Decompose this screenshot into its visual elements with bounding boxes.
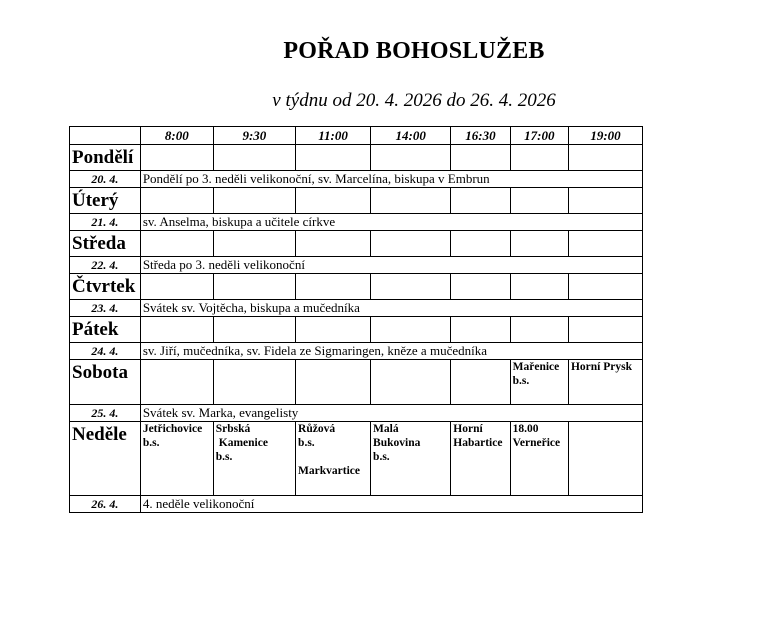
slot-cell-1630 <box>451 422 510 496</box>
day-name: Středa <box>70 231 141 257</box>
day-date: 25. 4. <box>70 405 141 422</box>
slot-cell <box>451 317 510 343</box>
slot-cell <box>371 317 451 343</box>
slot-note: b.s. <box>512 375 530 387</box>
slot-cell <box>451 274 510 300</box>
slot-cell <box>568 188 642 214</box>
slot-place: Malá <box>373 423 399 435</box>
day-row <box>70 188 643 214</box>
day-date: 20. 4. <box>70 171 141 188</box>
slot-cell-0930 <box>213 422 295 496</box>
slot-cell <box>213 274 295 300</box>
slot-cell <box>510 231 568 257</box>
corner-cell <box>70 127 141 145</box>
slot-place: Horní <box>453 423 483 435</box>
time-header-row <box>70 127 643 145</box>
slot-cell <box>213 317 295 343</box>
slot-cell <box>371 231 451 257</box>
day-row <box>70 360 643 405</box>
time-header: 8:00 <box>140 127 213 145</box>
slot-cell <box>510 274 568 300</box>
slot-place: Srbská <box>215 423 251 435</box>
time-header: 19:00 <box>568 127 642 145</box>
feast-text: Pondělí po 3. neděli velikonoční, sv. Marcelína, biskupa v Embrun <box>140 171 642 188</box>
slot-cell <box>371 274 451 300</box>
time-header: 11:00 <box>296 127 371 145</box>
slot-cell <box>140 317 213 343</box>
day-name: Pondělí <box>70 145 141 171</box>
day-date: 22. 4. <box>70 257 141 274</box>
time-header: 14:00 <box>371 127 451 145</box>
date-row <box>70 343 643 360</box>
slot-cell-1900 <box>568 360 642 405</box>
slot-cell <box>213 188 295 214</box>
slot-note: b.s. <box>298 437 315 449</box>
date-row <box>70 300 643 317</box>
slot-place: Bukovina <box>373 437 421 449</box>
slot-cell <box>568 145 642 171</box>
day-date: 21. 4. <box>70 214 141 231</box>
slot-cell <box>568 422 642 496</box>
page-title: POŘAD BOHOSLUŽEB <box>283 38 545 64</box>
slot-place: Verneřice <box>512 437 561 449</box>
feast-text: sv. Jiří, mučedníka, sv. Fidela ze Sigmaringen, kněze a mučedníka <box>140 343 642 360</box>
slot-cell-1700 <box>510 422 568 496</box>
slot-cell <box>140 145 213 171</box>
day-name: Pátek <box>70 317 141 343</box>
day-row <box>70 317 643 343</box>
slot-cell <box>568 317 642 343</box>
slot-cell <box>140 274 213 300</box>
slot-cell <box>213 145 295 171</box>
slot-cell <box>451 360 510 405</box>
slot-cell <box>451 231 510 257</box>
slot-cell <box>213 231 295 257</box>
feast-text: Svátek sv. Marka, evangelisty <box>140 405 642 422</box>
day-row <box>70 231 643 257</box>
slot-cell-0800 <box>140 422 213 496</box>
feast-text: 4. neděle velikonoční <box>140 496 642 513</box>
slot-cell <box>296 360 371 405</box>
slot-cell <box>451 145 510 171</box>
slot-cell <box>296 188 371 214</box>
slot-cell <box>371 360 451 405</box>
slot-note: b.s. <box>373 451 390 463</box>
day-row <box>70 145 643 171</box>
slot-place: Habartice <box>453 437 503 449</box>
slot-note: b.s. <box>215 451 233 463</box>
slot-place: Horní Prysk <box>570 361 632 373</box>
day-row <box>70 274 643 300</box>
day-row <box>70 422 643 496</box>
day-name: Sobota <box>70 360 141 405</box>
slot-cell-1100 <box>296 422 371 496</box>
time-header: 16:30 <box>451 127 510 145</box>
feast-text: sv. Anselma, biskupa a učitele církve <box>140 214 642 231</box>
slot-cell-1400 <box>371 422 451 496</box>
schedule-table <box>69 126 643 513</box>
slot-cell <box>371 188 451 214</box>
slot-note: b.s. <box>142 437 160 449</box>
slot-cell <box>510 145 568 171</box>
slot-cell <box>296 274 371 300</box>
day-name: Úterý <box>70 188 141 214</box>
slot-place: Markvartice <box>298 465 360 477</box>
day-name: Čtvrtek <box>70 274 141 300</box>
slot-cell <box>296 145 371 171</box>
date-row <box>70 496 643 513</box>
day-date: 23. 4. <box>70 300 141 317</box>
date-row <box>70 257 643 274</box>
time-header: 9:30 <box>213 127 295 145</box>
slot-cell <box>296 317 371 343</box>
date-row <box>70 171 643 188</box>
slot-cell <box>296 231 371 257</box>
day-date: 24. 4. <box>70 343 141 360</box>
slot-cell <box>371 145 451 171</box>
slot-cell <box>140 188 213 214</box>
slot-time: 18.00 <box>512 423 539 435</box>
day-name: Neděle <box>70 422 141 496</box>
slot-cell <box>140 360 213 405</box>
time-header: 17:00 <box>510 127 568 145</box>
slot-cell <box>451 188 510 214</box>
slot-cell <box>568 274 642 300</box>
week-range: v týdnu od 20. 4. 2026 do 26. 4. 2026 <box>272 90 556 111</box>
date-row <box>70 214 643 231</box>
date-row <box>70 405 643 422</box>
slot-place: Mařenice <box>512 361 560 373</box>
feast-text: Svátek sv. Vojtěcha, biskupa a mučedníka <box>140 300 642 317</box>
slot-cell <box>510 188 568 214</box>
feast-text: Středa po 3. neděli velikonoční <box>140 257 642 274</box>
slot-cell <box>140 231 213 257</box>
slot-cell <box>213 360 295 405</box>
slot-cell <box>510 317 568 343</box>
slot-place: Růžová <box>298 423 336 435</box>
slot-cell-1700 <box>510 360 568 405</box>
slot-cell <box>568 231 642 257</box>
day-date: 26. 4. <box>70 496 141 513</box>
slot-place: Kamenice <box>218 437 268 449</box>
slot-place: Jetřichovice <box>142 423 203 435</box>
